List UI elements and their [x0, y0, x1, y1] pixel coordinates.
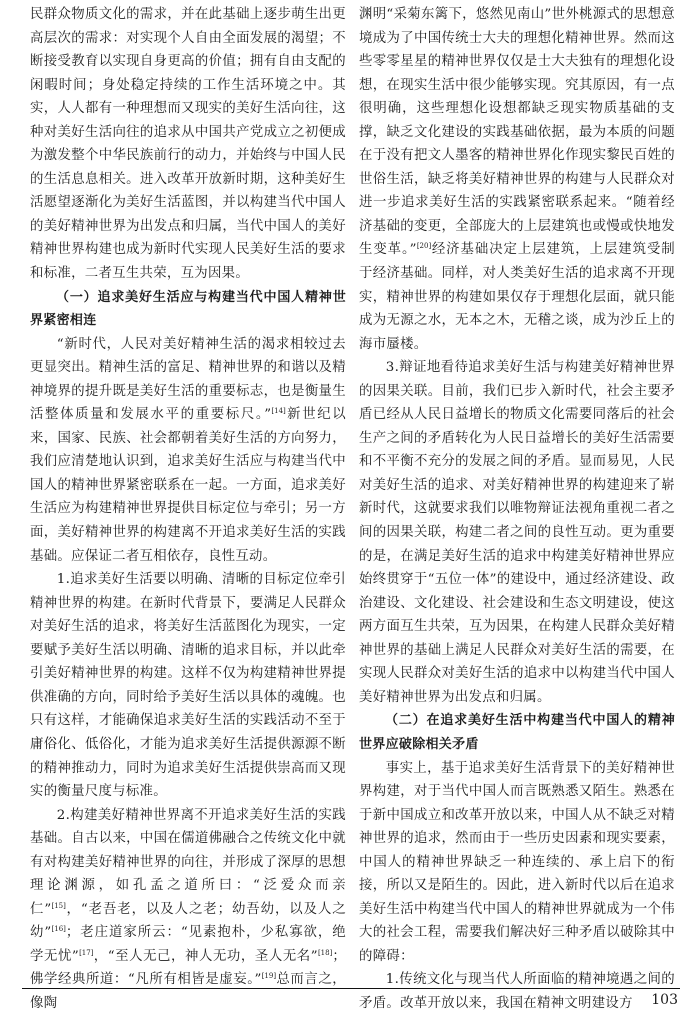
paragraph	[359, 3, 675, 356]
paragraph	[30, 3, 346, 286]
text-run: 民群众物质文化的需求，并在此基础上逐步萌生出更高层次的需求：对实现个人自由全面发展的渴望；不断接受教育以实现自身更高的价值；拥有自由支配的闲暇时间；身处稳定持续的工作生活环境之中。其实，人人都有一种理想而又现实的美好生活向往，这种对美好生活向往的追求从中国共产党成立之初便成为激发整个中华民族前行的动力，并始终与中国人民的生活息息相关。进入改革开放新时期，这种美好生活愿望逐渐化为美好生活蓝图，并以构建当代中国人的美好精神世界为出发点和归属，当代中国人的美好精神世界构建也成为新时代实现人民美好生活的要求和标准，二者互生共荣，互为因果。	[30, 7, 346, 282]
citation-ref: [18]	[317, 948, 333, 957]
text-run: 1.追求美好生活要以明确、清晰的目标定位牵引精神世界的构建。在新时代背景下，要满足人民群众对美好生活的追求，将美好生活蓝图化为现实，一定要赋予美好生活以明确、清晰的追求目标，并以此牵引美好精神世界的构建。这样不仅为构建精神世界提供准确的方向，同时给予美好生活以具体的魂魄。也只有这样，才能确保追求美好生活的实践活动不至于庸俗化、低俗化，才能为追求美好生活提供源源不断的精神推动力，同时为追求美好生活提供崇高而又现实的衡量尺度与标准。	[30, 572, 346, 800]
paragraph	[359, 757, 675, 969]
text-run: 经济基础决定上层建筑，上层建筑受制于经济基础。同样，对人类美好生活的追求离不开现实，精神世界的构建如果仅存于理想化层面，就只能成为无源之水，无本之木，无稽之谈，成为沙丘上的海市蜃楼。	[359, 242, 675, 352]
paragraph	[30, 804, 346, 1016]
text-run: ；佛学经典所道：“凡所有相皆是虚妄。”	[30, 948, 347, 988]
text-run: ；老庄道家所云：“见素抱朴，少私寡欲，绝学无忧”	[30, 925, 346, 964]
paragraph	[359, 968, 675, 1015]
text-run: 1.传统文化与现当代人所面临的精神境遇之间的矛盾。改革开放以来，我国在精神文明建设方	[359, 972, 675, 1011]
text-run: 新世纪以来，国家、民族、社会都朝着美好生活的方向努力，我们应清楚地认识到，追求美好生活应与构建当代中国人的精神世界紧密联系在一起。一方面，追求美好生活应为构建精神世界提供目标定位与牵引；另一方面，美好精神世界的构建离不开追求美好生活的实践基础。应保证二者互相依存，良性互动。	[30, 407, 346, 564]
text-run: （二）在追求美好生活中构建当代中国人的精神世界应破除相关矛盾	[359, 713, 675, 752]
citation-ref: [17]	[79, 948, 94, 957]
citation-ref: [16]	[51, 925, 66, 934]
text-run: ，“至人无己，神人无功，圣人无名”	[93, 948, 318, 964]
section-heading	[30, 286, 346, 333]
text-run: ，“老吾老，以及人之老；幼吾幼，以及人之幼”	[30, 901, 346, 941]
paragraph	[30, 568, 346, 803]
text-run: 总而言之，像陶	[30, 972, 346, 1011]
right-column	[359, 3, 675, 1016]
citation-ref: [14]	[271, 407, 286, 416]
section-heading	[359, 709, 675, 756]
footer-rule	[22, 988, 680, 989]
text-run: 3.辩证地看待追求美好生活与构建美好精神世界的因果关联。目前，我们已步入新时代，社会主要矛盾已经从人民日益增长的物质文化需要同落后的社会生产之间的矛盾转化为人民日益增长的美好生活需要和不平衡不充分的发展之间的矛盾。显而易见，人民对美好生活的追求、对美好精神世界的构建迎来了崭新时代，这就要求我们以唯物辩证法视角重视二者之间的因果关联，构建二者之间的良性互动。更为重要的是，在满足美好生活的追求中构建美好精神世界应始终贯穿于“五位一体”的建设中，通过经济建设、政治建设、文化建设、社会建设和生态文明建设，使这两方面互生共荣，互为因果，在构建人民群众美好精神世界的基础上满足人民群众对美好生活的需要，在实现人民群众对美好生活的追求中以构建当代中国人美好精神世界为出发点和归属。	[359, 360, 675, 705]
page-number: 103	[651, 992, 678, 1008]
left-column	[30, 3, 346, 1016]
text-run: “新时代，人民对美好精神生活的渴求相较过去更显突出。精神生活的富足、精神世界的和谐以及精神境界的提升既是美好生活的重要标志，也是衡量生活整体质量和发展水平的重要标尺。”	[30, 336, 346, 423]
text-run: （一）追求美好生活应与构建当代中国人精神世界紧密相连	[30, 289, 346, 329]
citation-ref: [19]	[261, 972, 277, 981]
text-run: 渊明“采菊东篱下，悠然见南山”世外桃源式的思想意境成为了中国传统士大夫的理想化精神世界。然而这些零零星星的精神世界仅仅是士大夫独有的理想化设想，在现实生活中很少能够实现。究其原因，有一点很明确，这些理想化设想都缺乏现实物质基础的支撑，缺乏文化建设的实践基础依据，最为本质的问题在于没有把文人墨客的精神世界化作现实黎民百姓的世俗生活，缺乏将美好精神世界的构建与人民群众对进一步追求美好生活的实践紧密联系起来。“随着经济基础的变更，全部庞大的上层建筑也或慢或快地发生变革。”	[359, 7, 675, 258]
text-run: 事实上，基于追求美好生活背景下的美好精神世界构建，对于当代中国人而言既熟悉又陌生。熟悉在于新中国成立和改革开放以来，中国人从不缺乏对精神世界的追求，然而由于一些历史因素和现实要素，中国人的精神世界缺乏一种连续的、承上启下的衔接，所以又是陌生的。因此，进入新时代以后在追求美好生活中构建当代中国人的精神世界就成为一个伟大的社会工程，需要我们解决好三种矛盾以破除其中的障碍：	[359, 760, 675, 964]
citation-ref: [15]	[51, 901, 66, 910]
text-run: 2.构建美好精神世界离不开追求美好生活的实践基础。自古以来，中国在儒道佛融合之传统文化中就有对构建美好精神世界的向往，并形成了深厚的思想理论渊源，如孔孟之道所曰：“泛爱众而亲仁”	[30, 807, 346, 917]
paragraph	[30, 333, 346, 568]
citation-ref: [20]	[416, 242, 432, 251]
paragraph	[359, 356, 675, 709]
